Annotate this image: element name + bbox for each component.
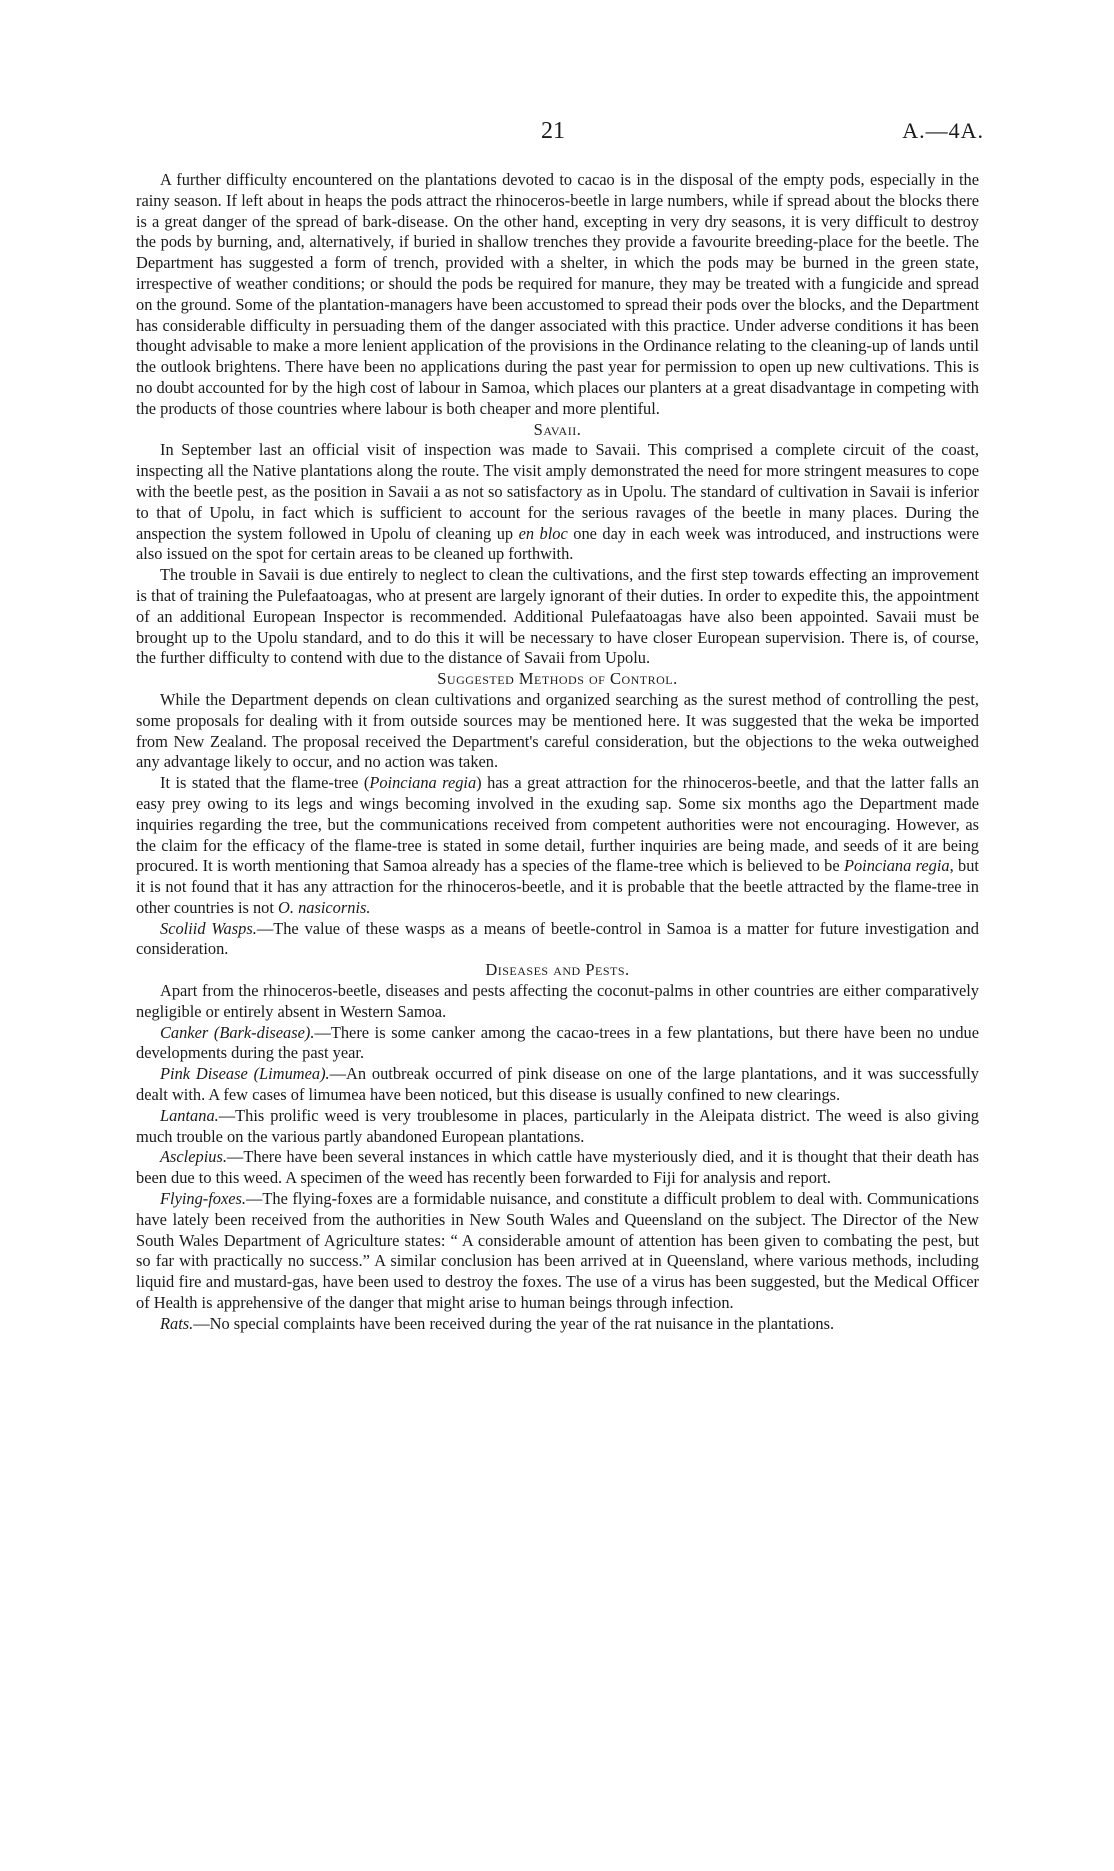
page-number: 21 xyxy=(541,118,565,144)
methods-paragraph-2: It is stated that the flame-tree (Poinciana regia) has a great attraction for the rhinoceros-beetle, and that the latter falls an easy prey owing to its legs and wings becoming involved in the exuding sap. Some six months ago the Department made inquiries regarding the tree, but the communications received from competent authorities were not encouraging. However, as the claim for the efficacy of the flame-tree is stated in some detail, further inquiries are being made, and seeds of it are being procured. It is worth mentioning that Samoa already has a species of the flame-tree which is believed to be Poinciana regia, but it is not found that it has any attraction for the rhinoceros-beetle, and it is probable that the beetle attracted by the flame-tree in other countries is not O. nasicornis. xyxy=(136,773,980,917)
diseases-paragraph-lantana: Lantana.—This prolific weed is very troublesome in places, particularly in the Aleipata district. The weed is also giving much trouble on the various partly abandoned European plantations. xyxy=(136,1105,979,1146)
savaii-paragraph-1: In September last an official visit of inspection was made to Savaii. This comprised a complete circuit of the coast, inspecting all the Native plantations along the route. The visit amply demonstrated the need for more stringent measures to cope with the beetle pest, as the position in Savaii a as not so satisfactory as in Upolu. The standard of cultivation in Savaii is inferior to that of Upolu, in fact which is sufficient to account for the serious ravages of the beetle in many places. During the anspection the system followed in Upolu of cleaning up en bloc one day in each week was introduced, and instructions were also issued on the spot for certain areas to be cleaned up forthwith. xyxy=(136,440,980,564)
diseases-paragraph-pink: Pink Disease (Limumea).—An outbreak occurred of pink disease on one of the large plantations, and it was successfully dealt with. A few cases of limumea have been noticed, but this disease is usually confined to new clearings. xyxy=(136,1064,980,1105)
intro-paragraph: A further difficulty encountered on the plantations devoted to cacao is in the disposal of the empty pods, especially in the rainy season. If left about in heaps the pods attract the rhinoceros-beetle in large numbers, while if spread about the blocks there is a great danger of the spread of bark-disease. On the other hand, excepting in very dry seasons, it is very difficult to destroy the pods by burning, and, alternatively, if buried in shallow trenches they provide a favourite breeding-place for the beetle. The Department has suggested a form of trench, provided with a shelter, in which the pods may be burned in the green state, irrespective of weather conditions; or should the pods be required for manure, they may be treated with a fungicide and spread on the ground. Some of the plantation-managers have been accustomed to spread their pods over the blocks, and the Department has considerable difficulty in persuading them of the danger associated with this practice. Under adverse conditions it has been thought advisable to make a more lenient application of the provisions in the Ordinance relating to the cleaning-up of lands until the outlook brightens. There have been no applications during the past year for permission to open up new cultivations. This is no doubt accounted for by the high cost of labour in Samoa, which places our planters at a great disadvantage in competing with the products of those countries where labour is both cheaper and more plentiful. xyxy=(136,170,979,418)
diseases-paragraph-asclepius: Asclepius.—There have been several instances in which cattle have mysteriously died, and it is thought that their death has been due to this weed. A specimen of the weed has recently been forwarded to Fiji for analysis and report. xyxy=(136,1147,979,1188)
document-body xyxy=(136,170,979,1335)
diseases-paragraph-canker: Canker (Bark-disease).—There is some canker among the cacao-trees in a few plantations, but there have been no undue developments during the past year. xyxy=(136,1022,979,1063)
section-heading-savaii: Savaii. xyxy=(533,419,582,439)
diseases-paragraph-rats: Rats.—No special complaints have been received during the year of the rat nuisance in the plantations. xyxy=(160,1313,835,1333)
document-reference: A.—4A. xyxy=(902,118,984,143)
diseases-paragraph-flying-foxes: Flying-foxes.—The flying-foxes are a formidable nuisance, and constitute a difficult problem to deal with. Communications have lately been received from the authorities in New South Wales and Queensland on the subject. The Director of the New South Wales Department of Agriculture states: “ A considerable amount of attention has been given to combating the pest, but so far with practically no success.” A similar conclusion has been arrived at in Queensland, where various methods, including liquid fire and mustard-gas, have been used to destroy the foxes. The use of a virus has been suggested, but the Medical Officer of Health is apprehensive of the danger that might arise to human beings through infection. xyxy=(136,1189,979,1313)
section-heading-methods: Suggested Methods of Control. xyxy=(437,669,678,689)
methods-paragraph-1: While the Department depends on clean cultivations and organized searching as the surest method of controlling the pest, some proposals for dealing with it from outside sources may be mentioned here. It was suggested that the weka be imported from New Zealand. The proposal received the Department's careful consideration, but the objections to the weka outweighed any advantage likely to occur, and no action was taken. xyxy=(136,689,979,772)
diseases-paragraph-intro: Apart from the rhinoceros-beetle, diseases and pests affecting the coconut-palms in other countries are either comparatively negligible or entirely absent in Western Samoa. xyxy=(136,981,979,1021)
section-heading-diseases: Diseases and Pests. xyxy=(485,960,630,980)
methods-paragraph-wasps: Scoliid Wasps.—The value of these wasps as a means of beetle-control in Samoa is a matter for future investigation and consideration. xyxy=(136,918,980,959)
savaii-paragraph-2: The trouble in Savaii is due entirely to neglect to clean the cultivations, and the first step towards effecting an improvement is that of training the Pulefaatoagas, who at present are largely ignorant of their duties. In order to expedite this, the appointment of an additional European Inspector is recommended. Additional Pulefaatoagas have also been appointed. Savaii must be brought up to the Upolu standard, and to do this it will be necessary to have closer European supervision. There is, of course, the further difficulty to contend with due to the distance of Savaii from Upolu. xyxy=(136,565,979,668)
